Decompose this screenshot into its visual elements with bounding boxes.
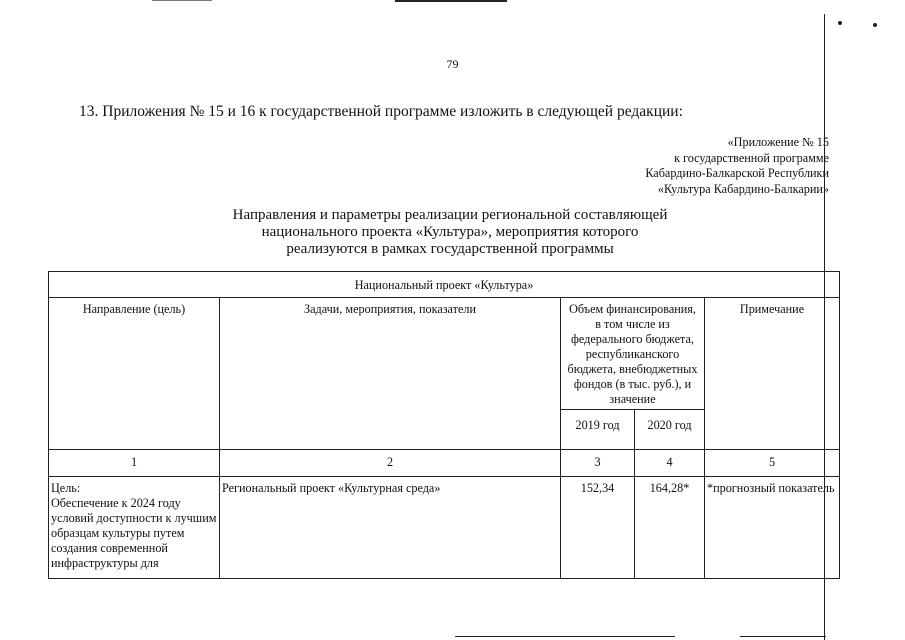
column-number-cell <box>561 450 635 477</box>
column-number-cell <box>49 450 220 477</box>
project-title-cell <box>49 272 840 298</box>
column-number: 2 <box>386 455 394 469</box>
row-task-cell <box>220 477 561 579</box>
bottom-rule-right <box>740 636 826 637</box>
project-title: Национальный проект «Культура» <box>354 278 534 292</box>
header-year-2020: 2020 год <box>647 418 692 432</box>
appendix-line: «Культура Кабардино-Балкарии» <box>657 181 829 196</box>
bottom-rule-center <box>455 636 675 637</box>
column-number-cell <box>220 450 561 477</box>
heading-line: национального проекта «Культура», мероприятия которого <box>261 224 639 240</box>
project-table <box>48 271 840 579</box>
top-rule-left <box>152 0 212 1</box>
row-note: *прогнозный показатель <box>707 481 835 495</box>
appendix-reference <box>645 135 829 197</box>
row-value-2019: 152,34 <box>580 481 615 495</box>
header-tasks: Задачи, мероприятия, показатели <box>304 302 476 316</box>
scan-dot <box>873 23 877 27</box>
page-number: 79 <box>446 57 459 71</box>
column-number: 5 <box>768 455 776 469</box>
header-year-2020-cell <box>635 410 705 450</box>
column-number-cell <box>705 450 840 477</box>
header-year-2019-cell <box>561 410 635 450</box>
header-tasks-cell <box>220 298 561 450</box>
heading-line: реализуются в рамках государственной программы <box>286 241 614 257</box>
intro-paragraph: 13. Приложения № 15 и 16 к государственной программе изложить в следующей редакции: <box>79 103 683 120</box>
header-financing: Объем финансирования, в том числе из федерального бюджета, республиканского бюджета, внебюджетных фондов (в тыс. руб.), и значение <box>567 302 698 406</box>
row-direction-cell <box>49 477 220 579</box>
heading-line: Направления и параметры реализации региональной составляющей <box>232 207 668 223</box>
table-row <box>49 477 840 579</box>
document-heading <box>150 207 750 258</box>
row-value-2020-cell <box>635 477 705 579</box>
row-value-2020: 164,28* <box>649 481 690 495</box>
appendix-line: к государственной программе <box>674 150 829 165</box>
row-value-2019-cell <box>561 477 635 579</box>
top-rule-center <box>395 0 507 2</box>
column-number: 1 <box>130 455 138 469</box>
column-number: 4 <box>666 455 673 469</box>
appendix-line: «Приложение № 15 <box>727 135 829 149</box>
header-direction: Направление (цель) <box>82 302 186 316</box>
row-note-cell <box>705 477 840 579</box>
scan-dot <box>838 21 842 25</box>
header-financing-cell <box>561 298 705 410</box>
column-number: 3 <box>594 455 601 469</box>
header-note-cell <box>705 298 840 450</box>
row-task: Региональный проект «Культурная среда» <box>222 481 441 495</box>
row-direction: Цель: Обеспечение к 2024 году условий доступности к лучшим образцам культуры путем создания современной инфраструктуры для <box>51 481 217 570</box>
header-year-2019: 2019 год <box>575 418 620 432</box>
header-note: Примечание <box>739 302 805 316</box>
appendix-line: Кабардино-Балкарской Республики <box>645 166 829 180</box>
column-number-cell <box>635 450 705 477</box>
header-direction-cell <box>49 298 220 450</box>
